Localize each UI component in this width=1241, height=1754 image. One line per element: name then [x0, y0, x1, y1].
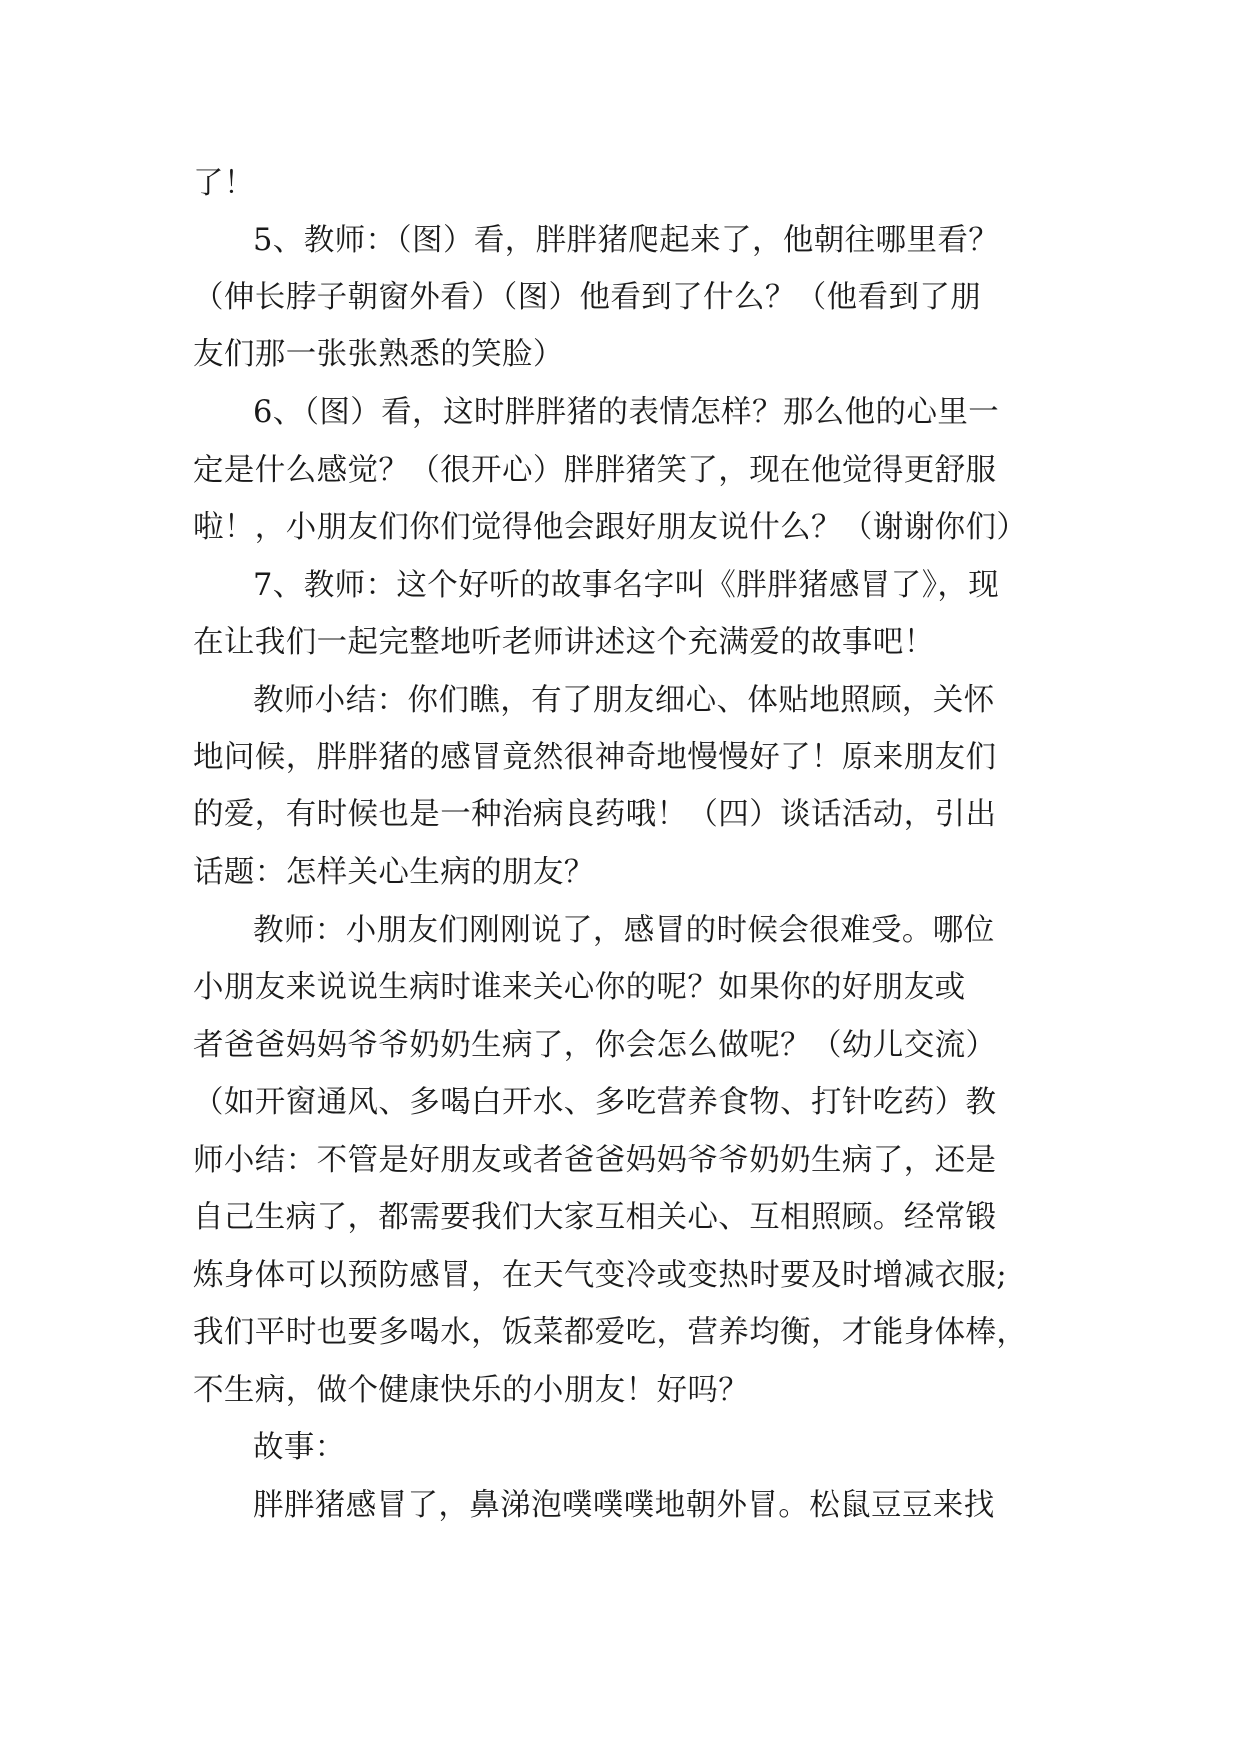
text-line: 者爸爸妈妈爷爷奶奶生病了，你会怎么做呢？（幼儿交流） — [193, 1028, 997, 1063]
text-line: 5、教师：（图）看，胖胖猪爬起来了，他朝往哪里看？ — [253, 223, 1000, 258]
text-line: 教师：小朋友们刚刚说了，感冒的时候会很难受。哪位 — [253, 913, 995, 948]
text-line: 师小结：不管是好朋友或者爸爸妈妈爷爷奶奶生病了，还是 — [193, 1143, 997, 1178]
text-line: 友们那一张张熟悉的笑脸） — [193, 337, 564, 372]
text-line: 小朋友来说说生病时谁来关心你的呢？如果你的好朋友或 — [193, 970, 966, 1005]
text-line: 炼身体可以预防感冒，在天气变冷或变热时要及时增减衣服; — [193, 1258, 1008, 1293]
text-line: 自己生病了，都需要我们大家互相关心、互相照顾。经常锻 — [193, 1200, 997, 1235]
text-line: 在让我们一起完整地听老师讲述这个充满爱的故事吧！ — [193, 625, 935, 660]
text-line: 我们平时也要多喝水，饭菜都爱吃，营养均衡，才能身体棒， — [193, 1315, 1028, 1350]
text-line: 教师小结：你们瞧，有了朋友细心、体贴地照顾，关怀 — [253, 683, 995, 718]
text-line: 定是什么感觉？（很开心）胖胖猪笑了，现在他觉得更舒服 — [193, 453, 997, 488]
text-line: 话题：怎样关心生病的朋友？ — [193, 855, 595, 890]
text-line: （如开窗通风、多喝白开水、多吃营养食物、打针吃药）教 — [193, 1085, 997, 1120]
text-line: 啦！，小朋友们你们觉得他会跟好朋友说什么？（谢谢你们） — [193, 510, 1028, 545]
text-line: 的爱，有时候也是一种治病良药哦！（四）谈话活动，引出 — [193, 797, 997, 832]
text-line: 7、教师：这个好听的故事名字叫《胖胖猪感冒了》，现 — [253, 568, 1000, 603]
text-line: 了！ — [193, 166, 255, 201]
text-line: 胖胖猪感冒了，鼻涕泡噗噗噗地朝外冒。松鼠豆豆来找 — [253, 1488, 995, 1523]
text-line: 不生病，做个健康快乐的小朋友！好吗？ — [193, 1373, 750, 1408]
text-line: 地问候，胖胖猪的感冒竟然很神奇地慢慢好了！原来朋友们 — [193, 740, 997, 775]
text-line: 6、（图）看，这时胖胖猪的表情怎样？那么他的心里一 — [253, 395, 1000, 430]
text-line: 故事： — [253, 1430, 346, 1465]
text-line: （伸长脖子朝窗外看）（图）他看到了什么？（他看到了朋 — [193, 280, 982, 315]
